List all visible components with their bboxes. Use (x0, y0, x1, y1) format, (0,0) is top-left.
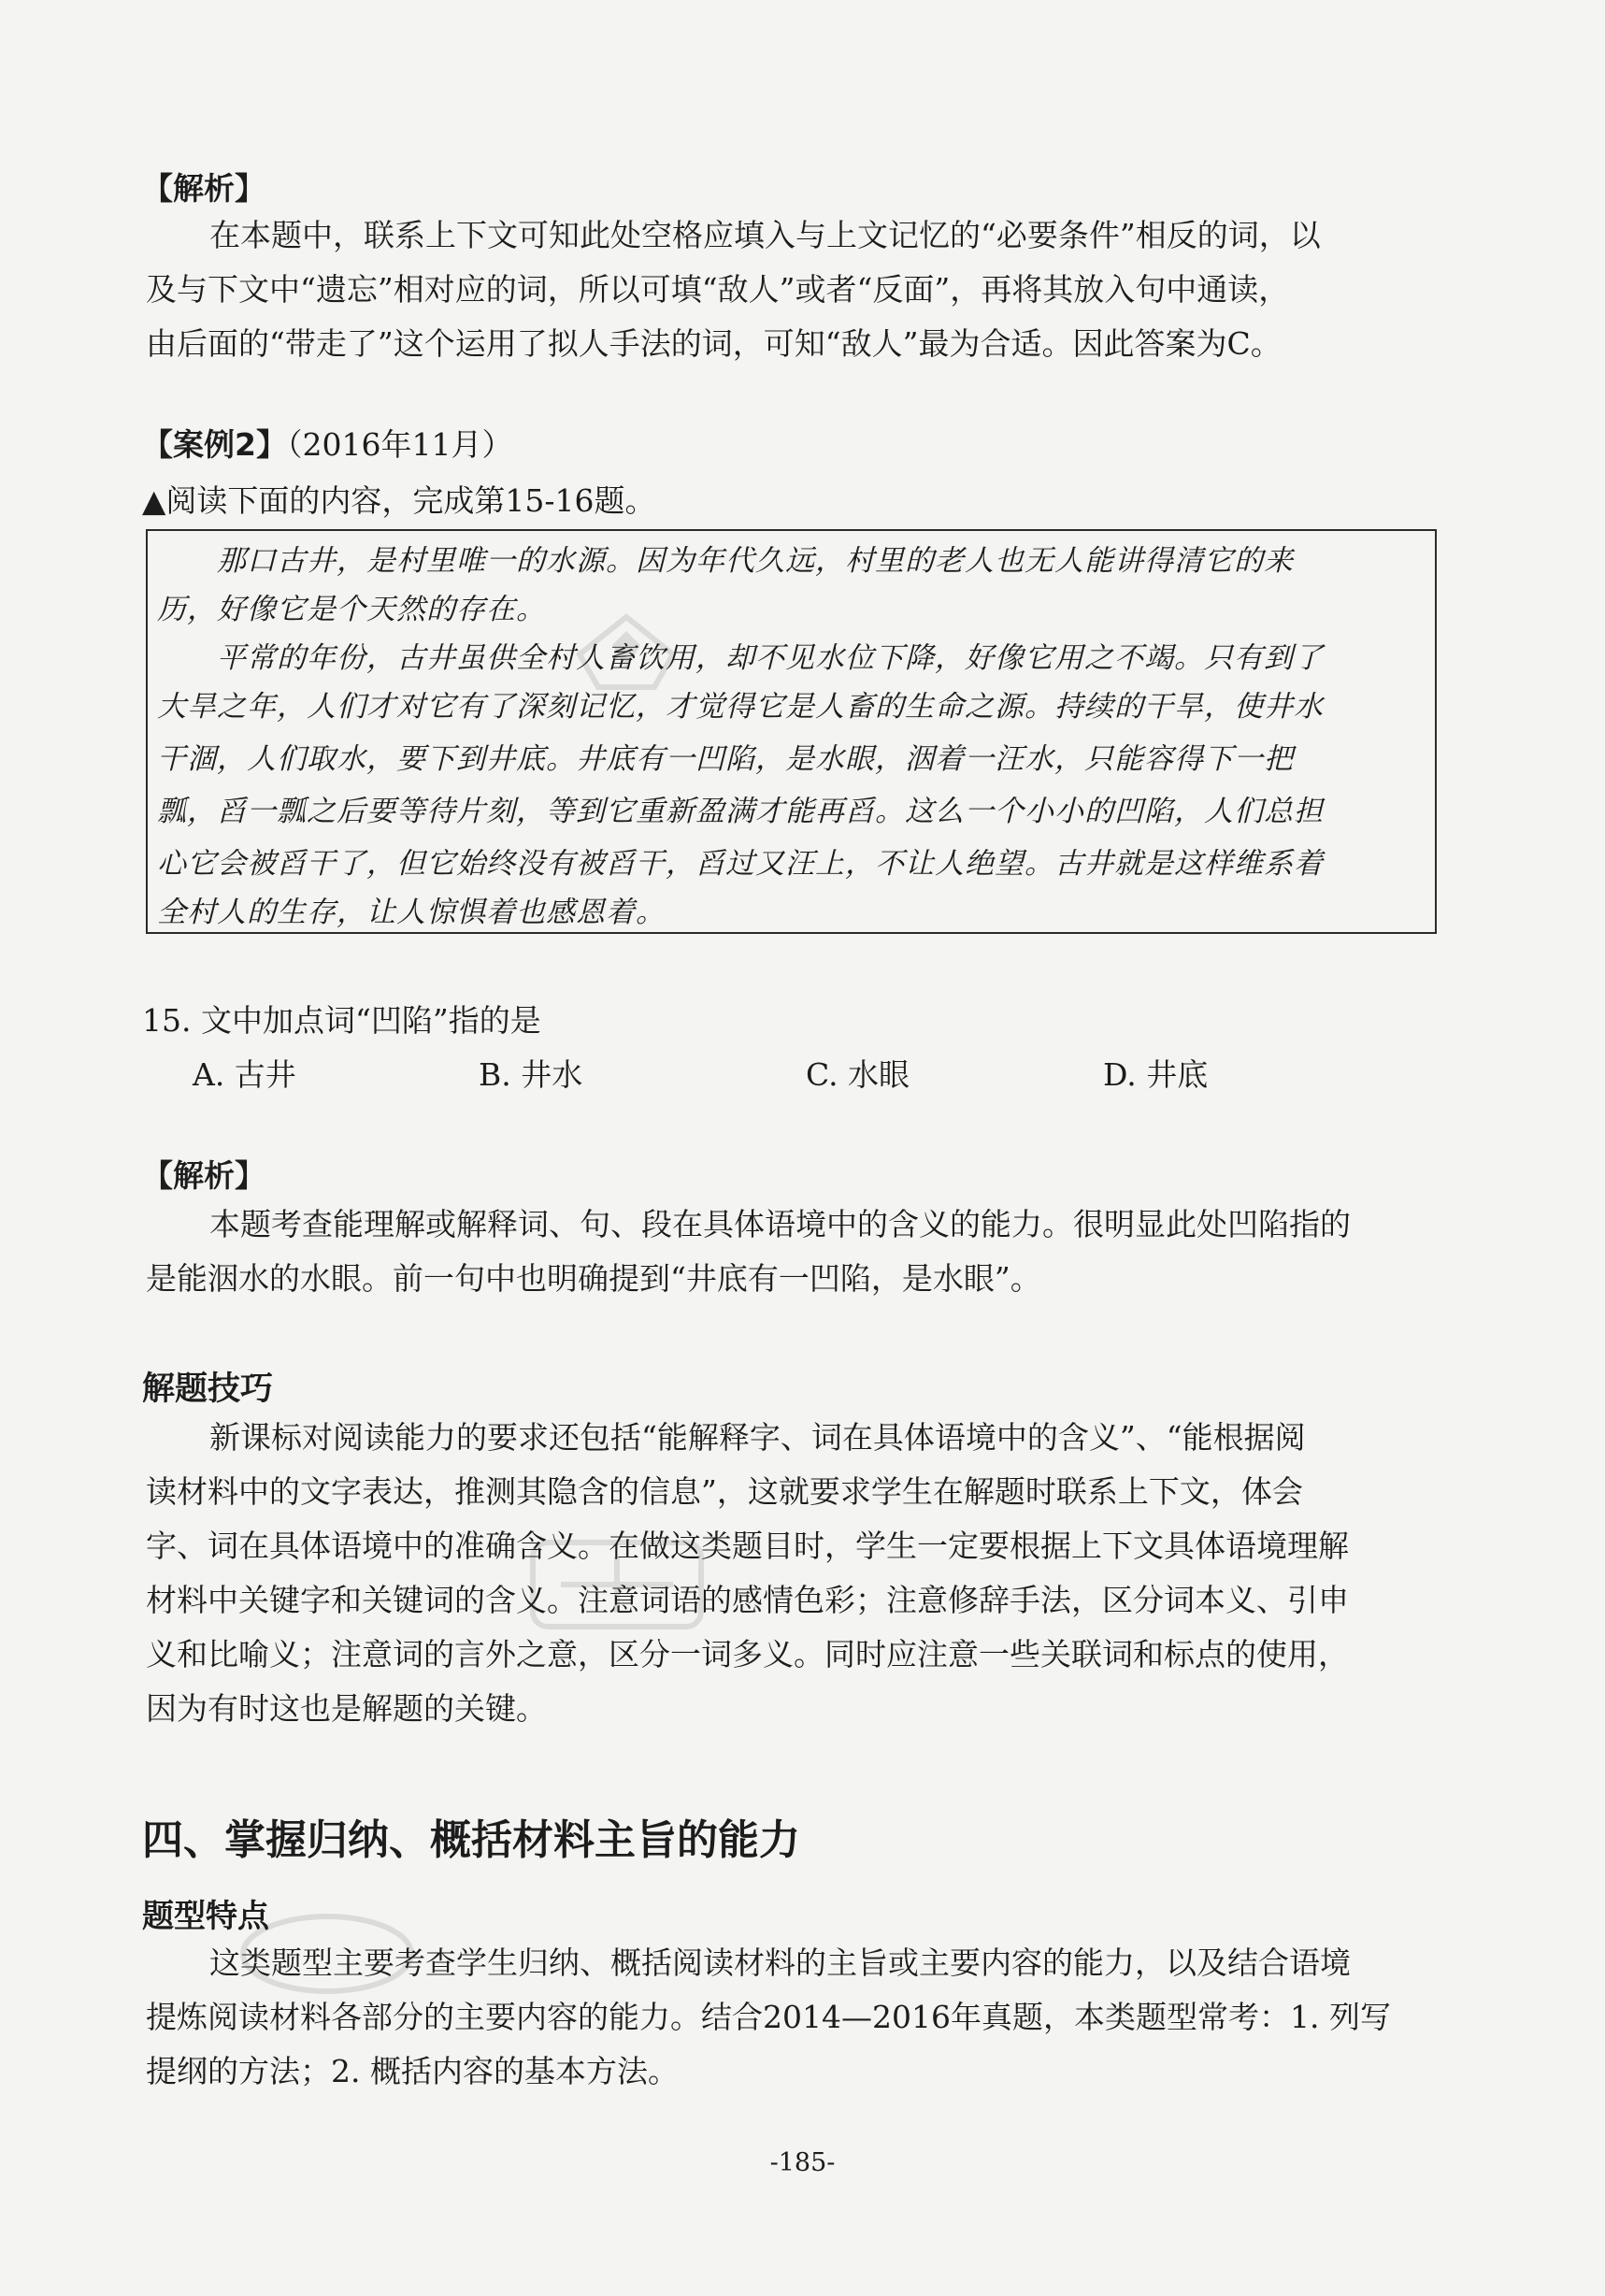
analysis-2-line-2: 是能洇水的水眼。前一句中也明确提到“井底有一凹陷，是水眼”。 (146, 1260, 1041, 1297)
watermark-logo-icon (561, 598, 692, 701)
analysis-heading-1: 【解析】 (142, 170, 265, 207)
case-2-date: （2016年11月） (286, 426, 513, 463)
passage-line-3: 平常的年份，古井虽供全村人畜饮用，却不见水位下降，好像它用之不竭。只有到了 (217, 641, 1324, 675)
watermark-stamp-icon (523, 1533, 710, 1636)
passage-line-1: 那口古井，是村里唯一的水源。因为年代久远，村里的老人也无人能讲得清它的来 (217, 544, 1294, 578)
tips-line-4: 材料中关键字和关键词的含义。注意词语的感情色彩；注意修辞手法，区分词本义、引申 (146, 1582, 1349, 1618)
passage-line-7: 心它会被舀干了，但它始终没有被舀干，舀过又汪上，不让人绝望。古井就是这样维系着 (157, 847, 1324, 881)
tips-line-2: 读材料中的文字表达，推测其隐含的信息”，这就要求学生在解题时联系上下文，体会 (146, 1473, 1303, 1510)
case-2-label: 【案例2】 (142, 426, 287, 463)
passage-line-2: 历，好像它是个天然的存在。 (157, 593, 546, 626)
tips-line-3: 字、词在具体语境中的准确含义。在做这类题目时，学生一定要根据上下文具体语境理解 (146, 1528, 1349, 1564)
tips-heading: 解题技巧 (142, 1370, 274, 1408)
tips-line-5: 义和比喻义；注意词的言外之意，区分一词多义。同时应注意一些关联词和标点的使用， (146, 1636, 1349, 1672)
passage-line-5: 干涸，人们取水，要下到井底。井底有一凹陷，是水眼，洇着一汪水，只能容得下一把 (157, 742, 1294, 776)
analysis-1-line-3: 由后面的“带走了”这个运用了拟人手法的词，可知“敌人”最为合适。因此答案为C。 (146, 325, 1282, 362)
question-15-stem: 15. 文中加点词“凹陷”指的是 (142, 1002, 541, 1039)
section-4-line-3: 提纲的方法；2. 概括内容的基本方法。 (146, 2053, 679, 2089)
question-15-option-d: D. 井底 (1103, 1056, 1209, 1093)
question-15-option-a: A. 古井 (193, 1056, 296, 1093)
section-4-subheading: 题型特点 (142, 1898, 269, 1935)
section-4-line-2: 提炼阅读材料各部分的主要内容的能力。结合2014—2016年真题，本类题型常考：1. 列写 (146, 1999, 1391, 2035)
question-15-option-b: B. 井水 (479, 1056, 583, 1093)
case-2-instruction: ▲阅读下面的内容，完成第15-16题。 (142, 482, 656, 519)
analysis-1-line-2: 及与下文中“遗忘”相对应的词，所以可填“敌人”或者“反面”，再将其放入句中通读， (146, 271, 1290, 308)
tips-line-1: 新课标对阅读能力的要求还包括“能解释字、词在具体语境中的含义”、“能根据阅 (209, 1419, 1306, 1456)
tips-line-6: 因为有时这也是解题的关键。 (146, 1690, 547, 1727)
section-4-title: 四、掌握归纳、概括材料主旨的能力 (142, 1816, 800, 1864)
analysis-2-line-1: 本题考查能理解或解释词、句、段在具体语境中的含义的能力。很明显此处凹陷指的 (209, 1206, 1351, 1242)
case-2-header (142, 421, 512, 465)
passage-line-8: 全村人的生存，让人惊惧着也感恩着。 (157, 896, 666, 929)
page-number: -185- (769, 2148, 836, 2177)
passage-line-6: 瓢，舀一瓢之后要等待片刻，等到它重新盈满才能再舀。这么一个小小的凹陷，人们总担 (157, 795, 1324, 828)
analysis-heading-2: 【解析】 (142, 1157, 265, 1194)
question-15-option-c: C. 水眼 (806, 1056, 910, 1093)
passage-line-4: 大旱之年，人们才对它有了深刻记忆，才觉得它是人畜的生命之源。持续的干旱，使井水 (157, 690, 1324, 724)
analysis-1-line-1: 在本题中，联系上下文可知此处空格应填入与上文记忆的“必要条件”相反的词，以 (209, 217, 1321, 253)
section-4-line-1: 这类题型主要考查学生归纳、概括阅读材料的主旨或主要内容的能力，以及结合语境 (209, 1944, 1351, 1981)
watermark-seal-icon (234, 1907, 421, 2001)
